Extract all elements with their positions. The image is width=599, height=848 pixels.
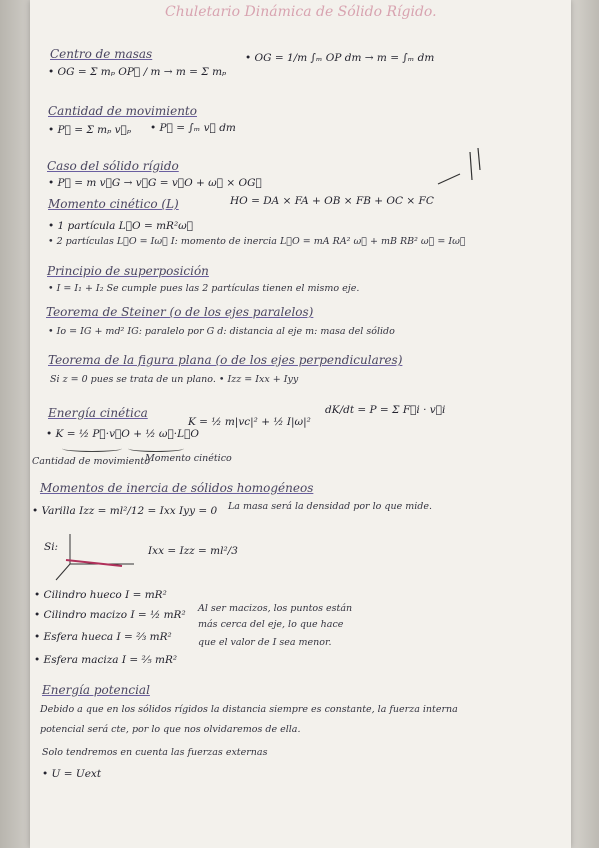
note-varilla: La masa será la densidad por lo que mide. [228, 501, 432, 512]
heading-superposicion: Principio de superposición [47, 264, 209, 278]
heading-solido-rigido: Caso del sólido rígido [47, 159, 179, 173]
formula-lo-dos-particulas: • 2 partículas L⃗O = Iω⃗ I: momento de inercia L⃗O = mA RA² ω⃗ + mB RB² ω⃗ = Iω⃗ [48, 236, 466, 247]
formula-potencia: dK/dt = P = Σ F⃗i · v⃗i [325, 404, 446, 416]
label-cantidad-movimiento: Cantidad de movimiento [32, 456, 150, 467]
note-macizos-1: Al ser macizos, los puntos están [198, 603, 353, 614]
varilla-axes-diagram [52, 530, 140, 586]
formula-ixx-izz: Ixx = Izz = ml²/3 [148, 545, 238, 557]
label-si: Si: [44, 541, 59, 553]
paragraph-potencial-1: Debido a que en los sólidos rígidos la distancia siempre es constante, la fuerza interna [40, 704, 458, 715]
formula-figura-plana: Si z = 0 pues se trata de un plano. • Izz = Ixx + Iyy [50, 374, 299, 385]
page-title: Chuletario Dinámica de Sólido Rígido. [165, 4, 437, 20]
formula-energia-cinetica-general: • K = ½ P⃗·v⃗O + ½ ω⃗·L⃗O [46, 428, 199, 440]
heading-figura-plana: Teorema de la figura plana (o de los ejes perpendiculares) [48, 353, 403, 367]
formula-esfera-maciza: • Esfera maciza I = ⅖ mR² [34, 654, 178, 666]
heading-energia-cinetica: Energía cinética [48, 406, 148, 420]
heading-momento-cinetico: Momento cinético (L) [48, 197, 179, 211]
brace-cantidad-movimiento [62, 445, 122, 452]
formula-lo-una-particula: • 1 partícula L⃗O = mR²ω⃗ [48, 220, 194, 232]
formula-energia-potencial: • U = Uext [42, 768, 102, 780]
formula-esfera-hueca: • Esfera hueca I = ⅔ mR² [34, 631, 172, 643]
paragraph-potencial-3: Solo tendremos en cuenta las fuerzas externas [42, 747, 268, 758]
formula-momento-fuerzas: HO = DA × FA + OB × FB + OC × FC [230, 195, 434, 207]
paragraph-potencial-2: potencial será cte, por lo que nos olvidaremos de ella. [40, 724, 301, 735]
background-right-edge [571, 0, 599, 848]
brace-momento-cinetico [128, 445, 184, 452]
formula-momento-lineal-discreto: • P⃗ = Σ mₚ v⃗ₚ [48, 124, 132, 136]
note-macizos-3: que el valor de I sea menor. [198, 637, 332, 648]
formula-cilindro-macizo: • Cilindro macizo I = ½ mR² [34, 609, 186, 621]
label-momento-cinetico: Momento cinético [145, 453, 232, 464]
background-left-edge [0, 0, 30, 848]
formula-velocidad-g: • P⃗ = m v⃗G → v⃗G = v⃗O + ω⃗ × OG⃗ [48, 177, 262, 189]
formula-momento-lineal-continuo: • P⃗ = ∫ₘ v⃗ dm [150, 122, 236, 134]
heading-momentos-inercia: Momentos de inercia de sólidos homogéneos [40, 481, 314, 495]
formula-centro-masas-continuo: • OG = 1/m ∫ₘ OP dm → m = ∫ₘ dm [245, 52, 435, 64]
note-macizos-2: más cerca del eje, lo que hace [198, 619, 344, 630]
formula-cilindro-hueco: • Cilindro hueco I = mR² [34, 589, 167, 601]
heading-steiner: Teorema de Steiner (o de los ejes paralelos) [46, 305, 314, 319]
formula-energia-cinetica-solido: K = ½ m|vc|² + ½ I|ω|² [188, 416, 311, 428]
formula-steiner: • Io = IG + md² IG: paralelo por G d: distancia al eje m: masa del sólido [48, 326, 395, 337]
formula-superposicion: • I = I₁ + I₂ Se cumple pues las 2 partículas tienen el mismo eje. [48, 283, 360, 294]
heading-centro-masas: Centro de masas [50, 47, 153, 61]
heading-energia-potencial: Energía potencial [42, 683, 150, 697]
heading-cantidad-movimiento: Cantidad de movimiento [48, 104, 197, 118]
formula-varilla: • Varilla Izz = ml²/12 = Ixx Iyy = 0 [32, 505, 218, 517]
axes-sketch [430, 140, 490, 190]
formula-centro-masas-discreto: • OG = Σ mₚ OP⃗ / m → m = Σ mₚ [48, 66, 227, 78]
